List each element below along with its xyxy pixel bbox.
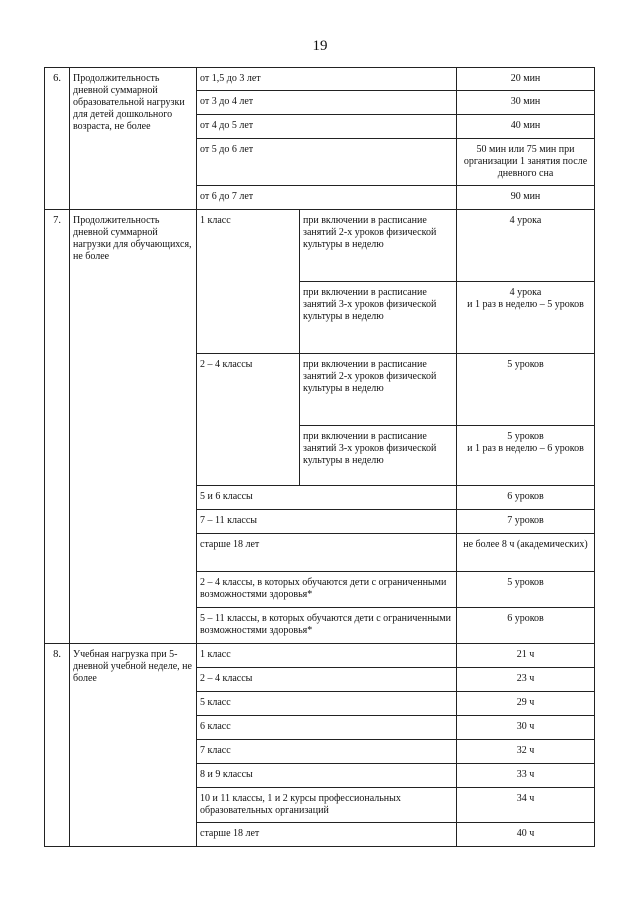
value-cell: не более 8 ч (академических): [457, 534, 595, 572]
age-cell: от 6 до 7 лет: [197, 186, 457, 210]
value-cell: [457, 282, 595, 354]
parameter-cell: Продолжительность дневной суммарной нагрузки для обучающихся, не более: [70, 210, 197, 644]
condition-cell: при включении в расписание занятий 2-х уроков физической культуры в неделю: [300, 354, 457, 426]
value-cell: 29 ч: [457, 692, 595, 716]
class-group-cell: 1 класс: [197, 210, 300, 354]
value-cell: 5 уроков: [457, 354, 595, 426]
class-group-cell: 7 класс: [197, 740, 457, 764]
table-row: [45, 68, 595, 91]
value-line: 4 урока: [509, 287, 542, 298]
row-number: 6.: [45, 68, 70, 210]
row-number: 7.: [45, 210, 70, 644]
value-cell: 21 ч: [457, 644, 595, 668]
value-cell: 23 ч: [457, 668, 595, 692]
value-cell: 30 ч: [457, 716, 595, 740]
parameter-cell: Учебная нагрузка при 5-дневной учебной неделе, не более: [70, 644, 197, 847]
value-cell: [457, 426, 595, 486]
row-number: 8.: [45, 644, 70, 847]
value-line: 5 уроков: [507, 431, 544, 442]
age-cell: от 4 до 5 лет: [197, 115, 457, 139]
class-group-cell: 7 – 11 классы: [197, 510, 457, 534]
value-cell: 32 ч: [457, 740, 595, 764]
class-group-cell: 2 – 4 классы, в которых обучаются дети с ограниченными возможностями здоровья*: [197, 572, 457, 608]
class-group-cell: 5 класс: [197, 692, 457, 716]
value-cell: 40 мин: [457, 115, 595, 139]
value-cell: 33 ч: [457, 764, 595, 788]
value-cell: 20 мин: [457, 68, 595, 91]
norms-table: [44, 67, 595, 847]
value-cell: 7 уроков: [457, 510, 595, 534]
value-cell: 40 ч: [457, 823, 595, 847]
age-cell: от 5 до 6 лет: [197, 139, 457, 186]
value-cell: 50 мин или 75 мин при организации 1 занятия после дневного сна: [457, 139, 595, 186]
value-cell: 6 уроков: [457, 608, 595, 644]
class-group-cell: 1 класс: [197, 644, 457, 668]
class-group-cell: 6 класс: [197, 716, 457, 740]
value-cell: 6 уроков: [457, 486, 595, 510]
value-cell: 4 урока: [457, 210, 595, 282]
class-group-cell: 5 и 6 классы: [197, 486, 457, 510]
class-group-cell: 8 и 9 классы: [197, 764, 457, 788]
class-group-cell: 5 – 11 классы, в которых обучаются дети с ограниченными возможностями здоровья*: [197, 608, 457, 644]
condition-cell: при включении в расписание занятий 3-х уроков физической культуры в неделю: [300, 426, 457, 486]
value-cell: 34 ч: [457, 788, 595, 823]
table-row: [45, 644, 595, 668]
class-group-cell: старше 18 лет: [197, 823, 457, 847]
age-cell: от 3 до 4 лет: [197, 91, 457, 115]
table-row: [45, 210, 595, 282]
value-cell: 5 уроков: [457, 572, 595, 608]
condition-cell: при включении в расписание занятий 3-х уроков физической культуры в неделю: [300, 282, 457, 354]
value-line: и 1 раз в неделю – 6 уроков: [467, 443, 584, 454]
condition-cell: при включении в расписание занятий 2-х уроков физической культуры в неделю: [300, 210, 457, 282]
class-group-cell: старше 18 лет: [197, 534, 457, 572]
class-group-cell: 10 и 11 классы, 1 и 2 курсы профессиональных образовательных организаций: [197, 788, 457, 823]
value-cell: 30 мин: [457, 91, 595, 115]
page-number: 19: [312, 38, 328, 54]
value-line: и 1 раз в неделю – 5 уроков: [467, 299, 584, 310]
value-cell: 90 мин: [457, 186, 595, 210]
class-group-cell: 2 – 4 классы: [197, 354, 300, 486]
parameter-cell: Продолжительность дневной суммарной образовательной нагрузки для детей дошкольного возраста, не более: [70, 68, 197, 210]
class-group-cell: 2 – 4 классы: [197, 668, 457, 692]
age-cell: от 1,5 до 3 лет: [197, 68, 457, 91]
